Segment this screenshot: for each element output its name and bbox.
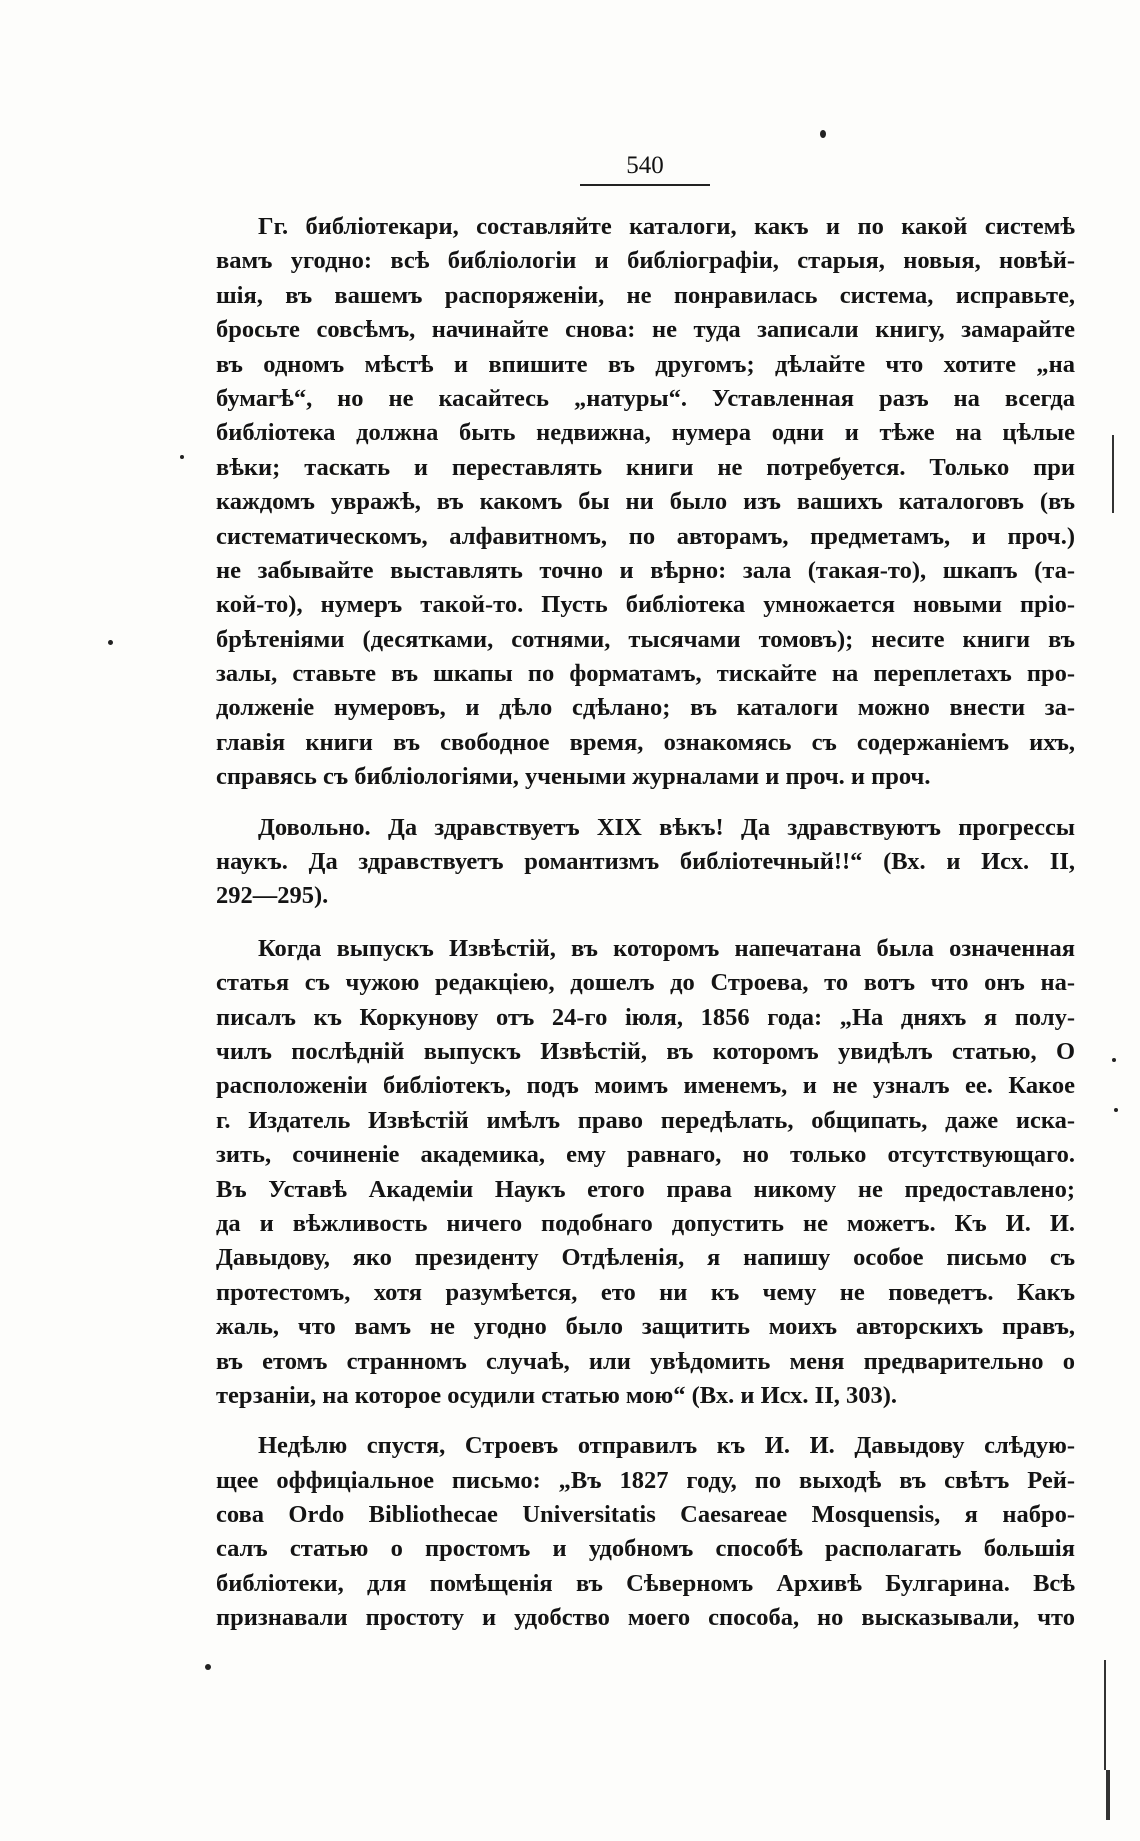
text-line: Когда выпускъ Извѣстiй, въ которомъ напечатана была означенная: [258, 934, 1075, 962]
text-line: терзанiи, на которое осудили статью мою“ (Вх. и Исх. II, 303).: [216, 1381, 898, 1409]
text-line: справясь съ библiологiями, учеными журналами и проч. и проч.: [216, 763, 931, 791]
text-line: залы, ставьте въ шкапы по форматамъ, тискайте на переплетахъ про-: [216, 660, 1075, 688]
scan-speck: [108, 640, 113, 645]
text-line: вѣки; таскать и переставлять книги не потребуется. Только при: [216, 453, 1075, 481]
text-line: бросьте совсѣмъ, начинайте снова: не туда записали книгу, замарайте: [216, 316, 1075, 344]
scan-speck: [180, 455, 184, 459]
scan-edge-line: [1104, 1660, 1106, 1770]
text-line: каждомъ увражѣ, въ какомъ бы ни было изъ вашихъ каталоговъ (въ: [216, 488, 1075, 516]
body-text: [216, 210, 1075, 1636]
scan-speck: [205, 1664, 211, 1670]
scan-speck: [820, 130, 826, 138]
text-line: писалъ къ Коркунову отъ 24-го iюля, 1856 года: „На дняхъ я полу-: [216, 1003, 1075, 1031]
text-line: въ одномъ мѣстѣ и впишите въ другомъ; дѣлайте что хотите „на: [216, 350, 1075, 378]
text-line: шiя, въ вашемъ распоряженiи, не понравилась система, исправьте,: [216, 281, 1075, 309]
text-line: вамъ угодно: всѣ библiологiи и библiографiи, старыя, новыя, новѣй-: [216, 247, 1075, 275]
text-line: Довольно. Да здравствуетъ XIX вѣкъ! Да здравствуютъ прогрессы: [258, 813, 1075, 841]
scan-speck: [1112, 1058, 1116, 1062]
text-line: да и вѣжливость ничего подобнаго допустить не можетъ. Къ И. И.: [216, 1209, 1075, 1237]
text-line: библiотеки, для помѣщенiя въ Сѣверномъ Архивѣ Булгарина. Всѣ: [216, 1569, 1075, 1597]
scan-edge-line: [1106, 1770, 1110, 1820]
text-line: наукъ. Да здравствуетъ романтизмъ библiотечный!!“ (Вх. и Исх. II,: [216, 848, 1075, 876]
text-line: сова Ordo Bibliothecae Universitatis Caesareae Mosquensis, я набро-: [216, 1501, 1075, 1529]
text-line: Недѣлю спустя, Строевъ отправилъ къ И. И. Давыдову слѣдую-: [258, 1432, 1075, 1460]
text-line: долженiе нумеровъ, и дѣло сдѣлано; въ каталоги можно внести за-: [216, 694, 1075, 722]
paragraph-enough: [216, 811, 1075, 914]
paragraph-davydov-letter: [216, 1429, 1075, 1635]
text-line: въ етомъ странномъ случаѣ, или увѣдомить меня предварительно о: [216, 1347, 1075, 1375]
text-line: чилъ послѣднiй выпускъ Извѣстiй, въ которомъ увидѣлъ статью, О: [216, 1037, 1075, 1065]
text-line: протестомъ, хотя разумѣется, ето ни къ чему не поведетъ. Какъ: [216, 1278, 1075, 1306]
text-line: статья съ чужою редакцiею, дошелъ до Строева, то вотъ что онъ на-: [216, 969, 1075, 997]
text-line: Давыдову, яко президенту Отдѣленiя, я напишу особое письмо съ: [216, 1244, 1075, 1272]
text-line: брѣтенiями (десятками, сотнями, тысячами томовъ); несите книги въ: [216, 625, 1075, 653]
paragraph-librarians: [216, 210, 1075, 795]
text-line: Въ Уставѣ Академiи Наукъ етого права никому не предоставлено;: [216, 1175, 1075, 1203]
text-line: кой-то), нумеръ такой-то. Пусть библiотека умножается новыми прiо-: [216, 591, 1075, 619]
text-line: бумагѣ“, но не касайтесь „натуры“. Уставленная разъ на всегда: [216, 384, 1075, 412]
text-line: Гг. библiотекари, составляйте каталоги, какъ и по какой системѣ: [258, 213, 1075, 240]
paragraph-gap: [216, 914, 1075, 932]
text-line: жаль, что вамъ не угодно было защитить моихъ авторскихъ правъ,: [216, 1313, 1075, 1341]
text-line: расположенiи библiотекъ, подъ моимъ именемъ, и не узналъ ее. Какое: [216, 1072, 1075, 1100]
text-line: признавали простоту и удобство моего способа, но высказывали, что: [216, 1604, 1075, 1632]
paragraph-stroev-letter: [216, 932, 1075, 1413]
header-rule: [580, 184, 710, 186]
text-line: главiя книги въ свободное время, ознакомясь съ содержанiемъ ихъ,: [216, 728, 1075, 756]
text-line: библiотека должна быть недвижна, нумера одни и тѣже на цѣлые: [216, 419, 1075, 447]
paragraph-gap: [216, 795, 1075, 811]
text-line: щее оффицiальное письмо: „Въ 1827 году, по выходѣ въ свѣтъ Рей-: [216, 1466, 1075, 1494]
text-line: г. Издатель Извѣстiй имѣлъ право передѣлать, общипать, даже иска-: [216, 1106, 1075, 1134]
text-line: систематическомъ, алфавитномъ, по авторамъ, предметамъ, и проч.): [216, 522, 1075, 550]
text-line: зить, сочиненiе академика, ему равнаго, но только отсутствующаго.: [216, 1141, 1075, 1169]
page-number: 540: [626, 152, 664, 179]
paragraph-gap: [216, 1413, 1075, 1429]
scan-speck: [1114, 1108, 1118, 1112]
text-line: не забывайте выставлять точно и вѣрно: зала (такая-то), шкапъ (та-: [216, 556, 1075, 584]
text-line: 292—295).: [216, 882, 329, 910]
text-line: салъ статью о простомъ и удобномъ способѣ располагать большiя: [216, 1535, 1075, 1563]
scan-edge-line: [1112, 435, 1114, 513]
